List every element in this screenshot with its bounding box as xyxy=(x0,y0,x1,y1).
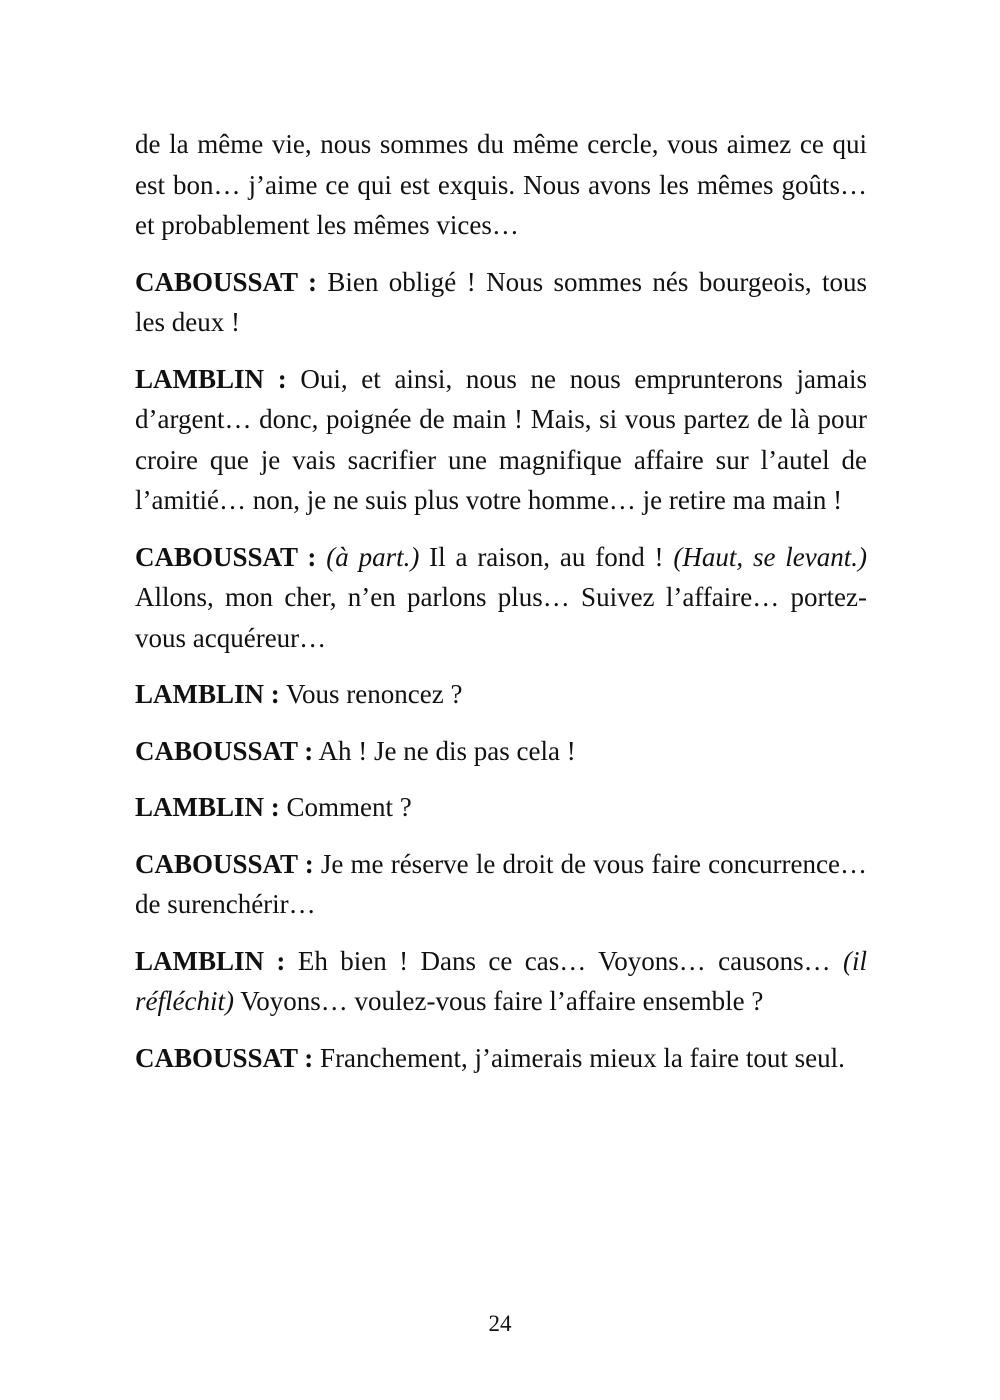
dialogue-text: Il a raison, au fond ! xyxy=(419,541,674,572)
dialogue-line-4 xyxy=(135,674,867,715)
dialogue-line-3 xyxy=(135,537,867,659)
speaker-name: LAMBLIN : xyxy=(135,792,280,822)
speaker-name: LAMBLIN : xyxy=(135,945,286,976)
dialogue-line-7 xyxy=(135,844,867,925)
speaker-name: CABOUSSAT : xyxy=(135,848,314,879)
speaker-name: CABOUSSAT : xyxy=(135,735,314,766)
stage-direction: (Haut, se levant.) xyxy=(673,541,867,572)
dialogue-text: Vous renoncez ? xyxy=(279,679,463,709)
dialogue-text: Franchement, j’aimerais mieux la faire tout seul. xyxy=(313,1042,845,1073)
dialogue-line-2 xyxy=(135,359,867,521)
stage-direction: (il réfléchit) xyxy=(135,945,867,1016)
dialogue-text: Je me réserve le droit de vous faire concurrence… de surenchérir… xyxy=(135,848,867,919)
dialogue-line-6 xyxy=(135,787,867,828)
page-body xyxy=(135,124,867,1094)
dialogue-text: Voyons… voulez-vous faire l’affaire ensemble ? xyxy=(233,986,764,1016)
dialogue-text: Oui, et ainsi, nous ne nous emprunterons jamais d’argent… donc, poignée de main ! Mais, si vous partez de là pour croire que je vais sacrifier une magnifique affaire sur l’autel de l’amitié… non, je ne suis plus votre homme… je retire ma main ! xyxy=(135,363,867,515)
speaker-name: CABOUSSAT : xyxy=(135,266,317,297)
speaker-name: LAMBLIN : xyxy=(135,679,280,709)
dialogue-line-8 xyxy=(135,941,867,1022)
dialogue-text xyxy=(316,542,326,572)
dialogue-text: Bien obligé ! Nous sommes nés bourgeois, tous les deux ! xyxy=(135,266,867,337)
dialogue-line-9 xyxy=(135,1038,867,1079)
dialogue-text: Eh bien ! Dans ce cas… Voyons… causons… xyxy=(285,945,843,976)
speaker-name: LAMBLIN : xyxy=(135,363,287,394)
dialogue-text: Comment ? xyxy=(279,792,412,822)
dialogue-line-5 xyxy=(135,731,867,772)
continuation-paragraph: de la même vie, nous sommes du même cercle, vous aimez ce qui est bon… j’aime ce qui est exquis. Nous avons les mêmes goûts… et probablement les mêmes vices… xyxy=(135,129,867,240)
dialogue-text: Allons, mon cher, n’en parlons plus… Suivez l’affaire… portez-vous acquéreur… xyxy=(135,582,867,653)
dialogue-text: Ah ! Je ne dis pas cela ! xyxy=(313,735,576,766)
page-number: 24 xyxy=(488,1311,512,1336)
speaker-name: CABOUSSAT : xyxy=(135,541,317,572)
dialogue-line-1 xyxy=(135,262,867,343)
stage-direction: (à part.) xyxy=(326,541,420,572)
speaker-name: CABOUSSAT : xyxy=(135,1042,314,1073)
